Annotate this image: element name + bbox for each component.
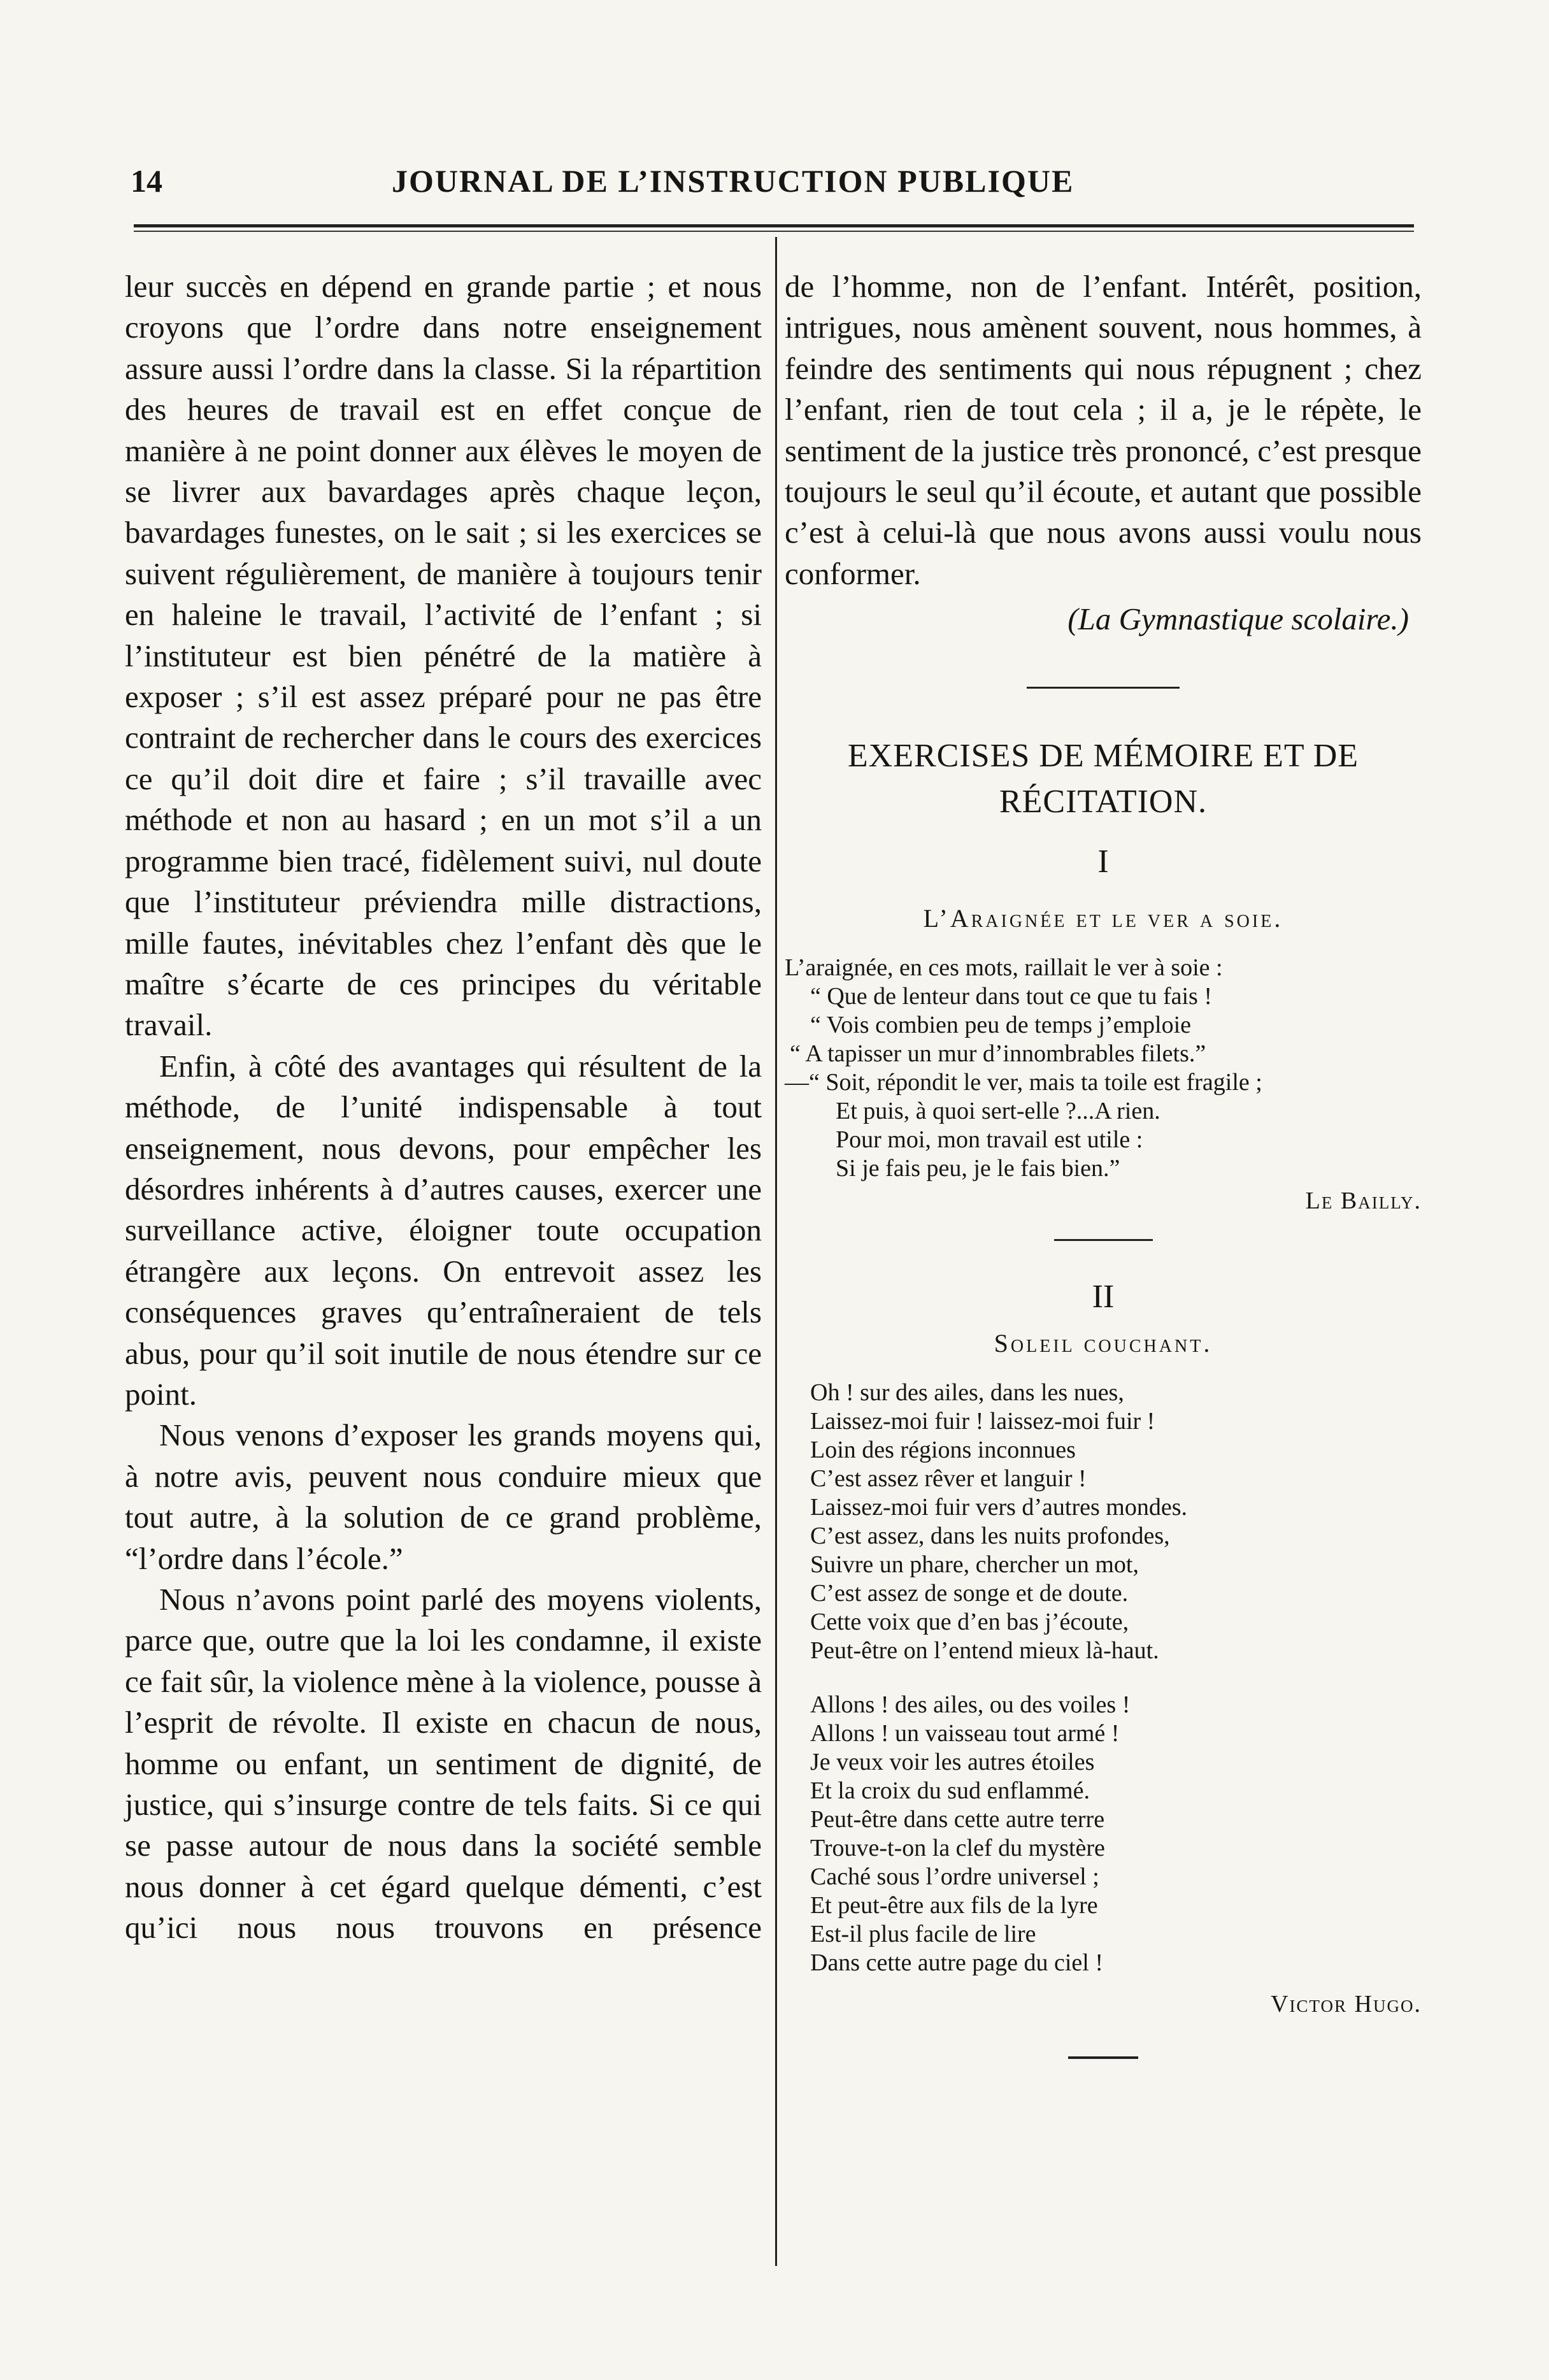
poem-2-stanza-2: [785, 1691, 1422, 1977]
header-rule-thin: [134, 231, 1414, 232]
paragraph-1: leur succès en dépend en grande partie ; et nous croyons que l’ordre dans notre enseignement assure aussi l’ordre dans la classe. Si la répartition des heures de travail est en effet conçue de manière à ne point donner aux élèves le moyen de se livrer aux bavardages après chaque leçon, bavardages funestes, on le sait ; si les exercices se suivent régulièrement, de manière à toujours tenir en haleine le travail, l’activité de l’enfant ; si l’instituteur est bien pénétré de la matière à exposer ; s’il est assez préparé pour ne pas être contraint de rechercher dans le cours des exercices ce qu’il doit dire et faire ; s’il travaille avec méthode et non au hasard ; en un mot s’il a un programme bien tracé, fidèlement suivi, nul doute que l’instituteur préviendra mille distractions, mille fautes, inévitables chez l’enfant dès que le maître s’écarte de ces principes du véritable travail.: [125, 269, 762, 1043]
poem-line: Laissez-moi fuir ! laissez-moi fuir !: [810, 1408, 1155, 1435]
poem-2-author: Victor Hugo.: [1271, 1991, 1422, 2018]
poem-line: Est-il plus facile de lire: [810, 1921, 1036, 1948]
poem-line: “ Vois combien peu de temps j’emploie: [810, 1012, 1192, 1039]
poem-line: “ Que de lenteur dans tout ce que tu fais !: [810, 983, 1212, 1010]
section-title: EXERCISES DE MÉMOIRE ET DE: [847, 738, 1359, 775]
poem-line: Peut-être dans cette autre terre: [810, 1806, 1105, 1833]
poem-line: Oh ! sur des ailes, dans les nues,: [810, 1379, 1124, 1407]
continuation-paragraph: de l’homme, non de l’enfant. Intérêt, position, intrigues, nous amènent souvent, nous hommes, à feindre des sentiments qui nous répugnent ; chez l’enfant, rien de tout cela ; il a, je le répète, le sentiment de la justice très prononcé, c’est presque toujours le seul qu’il écoute, et autant que possible c’est à celui-là que nous avons aussi voulu nous conformer.: [785, 269, 1422, 591]
poem-1-author: Le Bailly.: [1305, 1187, 1422, 1215]
poem-line: Cette voix que d’en bas j’écoute,: [810, 1609, 1129, 1636]
poem-line: Trouve-t-on la clef du mystère: [810, 1835, 1105, 1862]
paragraph-4: Nous n’avons point parlé des moyens violents, parce que, outre que la loi les condamne, il existe ce fait sûr, la violence mène à la violence, pousse à l’esprit de révolte. Il existe en chacun de nous, homme ou enfant, un sentiment de dignité, de justice, qui s’insurge contre de tels faits. Si ce qui se passe autour de nous dans la société semble nous donner à cet égard quelque démenti, c’est qu’ici nous nous trouvons en présence: [125, 1582, 762, 1946]
page-header: [124, 162, 1424, 201]
poem-line: Caché sous l’ordre universel ;: [810, 1863, 1099, 1891]
poem-line: Laissez-moi fuir vers d’autres mondes.: [810, 1494, 1187, 1521]
poem-line: Pour moi, mon travail est utile :: [836, 1126, 1143, 1154]
source-attribution: (La Gymnastique scolaire.): [1067, 601, 1409, 637]
poem-line: Je veux voir les autres étoiles: [810, 1749, 1095, 1776]
poem-1-title: L’Araignée et le ver a soie.: [923, 904, 1283, 933]
poem-2-stanza-1: [785, 1379, 1422, 1665]
left-column: [125, 266, 762, 1949]
poem-line: L’araignée, en ces mots, raillait le ver à soie :: [785, 954, 1223, 982]
separator-rule: [1027, 687, 1180, 689]
poem-line: Suivre un phare, chercher un mot,: [810, 1551, 1139, 1579]
page-number: 14: [131, 163, 162, 199]
separator-rule: [1054, 1239, 1153, 1241]
running-title: JOURNAL DE L’INSTRUCTION PUBLIQUE: [392, 163, 1074, 199]
right-column: [785, 266, 1422, 2059]
poem-line: Peut-être on l’entend mieux là-haut.: [810, 1637, 1159, 1665]
poem-line: Allons ! un vaisseau tout armé !: [810, 1720, 1120, 1747]
poem-line: Loin des régions inconnues: [810, 1437, 1076, 1464]
poem-line: Allons ! des ailes, ou des voiles !: [810, 1691, 1131, 1719]
poem-line: “ A tapisser un mur d’innombrables filets.”: [790, 1040, 1206, 1068]
poem-1: [785, 954, 1422, 1183]
poem-1-numeral: I: [1097, 843, 1109, 880]
header-rule-thick: [134, 224, 1414, 227]
poem-line: C’est assez rêver et languir !: [810, 1465, 1087, 1493]
poem-line: Et peut-être aux fils de la lyre: [810, 1892, 1098, 1919]
poem-line: C’est assez de songe et de doute.: [810, 1580, 1129, 1607]
poem-line: Si je fais peu, je le fais bien.”: [836, 1155, 1120, 1182]
paragraph-2: Enfin, à côté des avantages qui résultent de la méthode, de l’unité indispensable à tout enseignement, nous devons, pour empêcher les désordres inhérents à d’autres causes, exercer une surveillance active, éloigner toute occupation étrangère aux leçons. On entrevoit assez les conséquences graves qu’entraîneraient de tels abus, pour qu’il soit inutile de nous étendre sur ce point.: [125, 1048, 762, 1412]
poem-line: —“ Soit, répondit le ver, mais ta toile est fragile ;: [785, 1069, 1262, 1096]
poem-2-title: Soleil couchant.: [994, 1329, 1213, 1358]
poem-line: Dans cette autre page du ciel !: [810, 1949, 1103, 1977]
poem-2-numeral: II: [1092, 1279, 1115, 1315]
poem-line: Et puis, à quoi sert-elle ?...A rien.: [836, 1098, 1160, 1125]
section-title-line-2: RÉCITATION.: [999, 784, 1208, 821]
column-divider: [775, 237, 777, 2266]
poem-line: C’est assez, dans les nuits profondes,: [810, 1523, 1170, 1550]
paragraph-3: Nous venons d’exposer les grands moyens qui, à notre avis, peuvent nous conduire mieux que tout autre, à la solution de ce grand problème, “l’ordre dans l’école.”: [125, 1417, 762, 1576]
poem-line: Et la croix du sud enflammé.: [810, 1777, 1090, 1805]
end-ornament-rule: [1068, 2056, 1138, 2059]
